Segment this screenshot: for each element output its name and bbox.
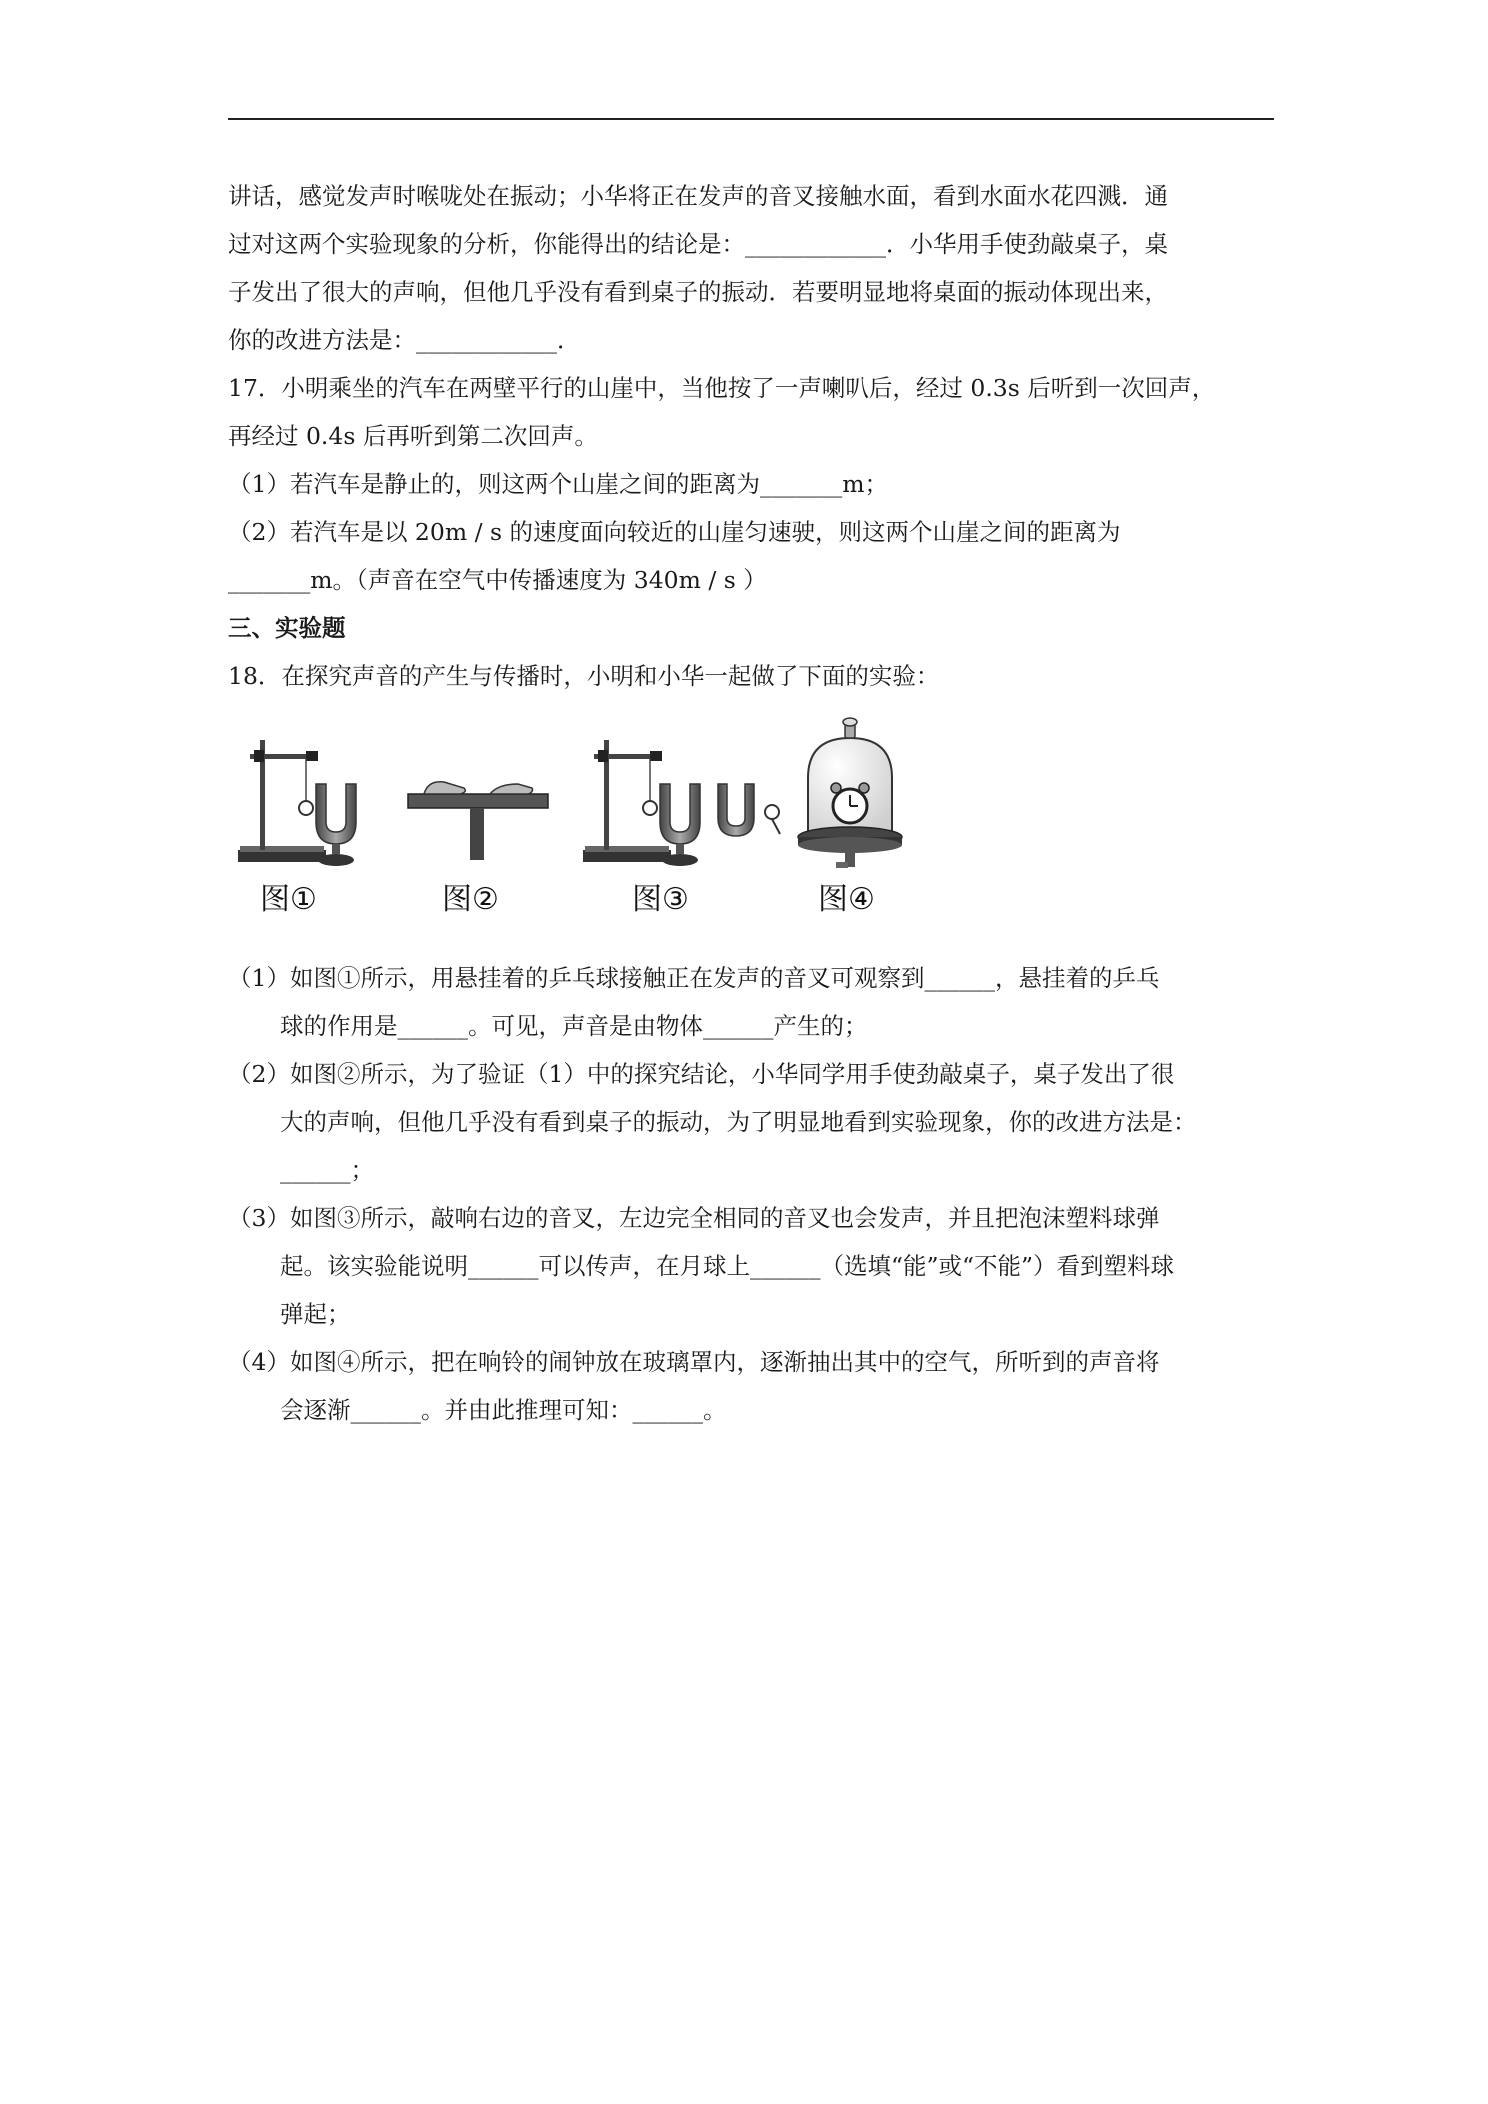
figure-3-label: 图③ [632,882,689,917]
experiment-figures [228,702,1276,954]
fig3-resonance-forks-icon [583,740,780,866]
q18-sub3: 弹起； [280,1300,351,1328]
q18-sub4: 会逐渐______。并由此推理可知：______。 [280,1396,727,1424]
q18-sub1: 球的作用是______。可见，声音是由物体______产生的； [280,1012,868,1040]
intro-line: 子发出了很大的声响，但他几乎没有看到桌子的振动．若要明显地将桌面的振动体现出来， [228,278,1168,306]
q18-sub2: 大的声响，但他几乎没有看到桌子的振动，为了明显地看到实验现象，你的改进方法是： [280,1108,1197,1136]
q18-intro: 18．在探究声音的产生与传播时，小明和小华一起做了下面的实验： [228,662,940,690]
intro-line: 讲话，感觉发声时喉咙处在振动；小华将正在发声的音叉接触水面，看到水面水花四溅．通 [228,182,1168,210]
experiment-illustrations [228,702,948,882]
page-content [228,172,1276,1434]
q17-stem: 17．小明乘坐的汽车在两壁平行的山崖中，当他按了一声喇叭后，经过 0.3s 后听到一次回声， [228,374,1216,402]
q18-sub2: ______； [280,1156,374,1184]
intro-line: 过对这两个实验现象的分析，你能得出的结论是：____________．小华用手使劲敲桌子，桌 [228,230,1168,258]
q17-sub2: （2）若汽车是以 20m / s 的速度面向较近的山崖匀速驶，则这两个山崖之间的距离为 [228,518,1121,546]
header-rule [228,118,1274,120]
fig2-table-icon [408,782,548,860]
q17-stem: 再经过 0.4s 后再听到第二次回声。 [228,422,598,450]
q18-sub1: （1）如图①所示，用悬挂着的乒乓球接触正在发声的音叉可观察到______，悬挂着的乒乓 [228,964,1160,992]
q17-sub2: _______m。（声音在空气中传播速度为 340m / s ） [228,566,767,594]
q18-sub2: （2）如图②所示，为了验证（1）中的探究结论，小华同学用手使劲敲桌子，桌子发出了很 [228,1060,1175,1088]
fig1-stand-fork-icon [238,740,356,866]
figure-1-label: 图① [260,882,317,917]
fig4-bell-jar-clock-icon [798,718,902,868]
q18-sub3: 起。该实验能说明______可以传声，在月球上______（选填“能”或“不能”）看到塑料球 [280,1252,1175,1280]
q18-sub3: （3）如图③所示，敲响右边的音叉，左边完全相同的音叉也会发声，并且把泡沫塑料球弹 [228,1204,1160,1232]
section-heading: 三、实验题 [228,614,346,642]
q17-sub1: （1）若汽车是静止的，则这两个山崖之间的距离为_______m； [228,470,888,498]
figure-4-label: 图④ [818,882,875,917]
q18-sub4: （4）如图④所示，把在响铃的闹钟放在玻璃罩内，逐渐抽出其中的空气，所听到的声音将 [228,1348,1160,1376]
intro-line: 你的改进方法是：____________． [228,326,581,354]
figure-2-label: 图② [442,882,499,917]
